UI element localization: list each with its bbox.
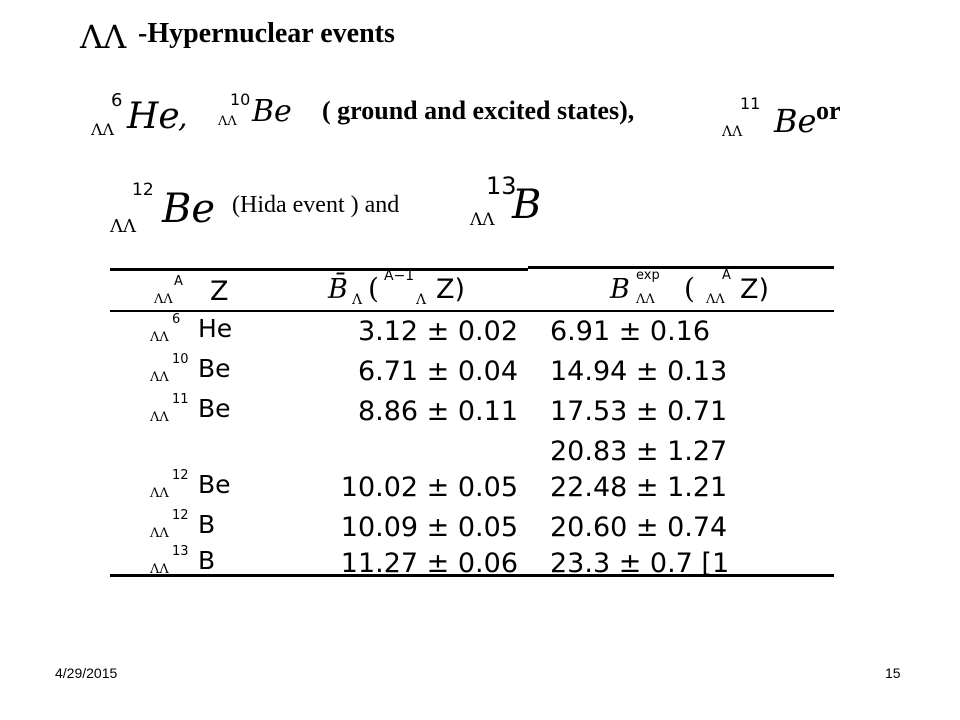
table-row (110, 432, 834, 472)
b-exp-value: 22.48 ± 1.21 (550, 472, 728, 503)
b-exp-value: 20.83 ± 1.27 (550, 436, 728, 467)
b-exp-value: 20.60 ± 0.74 (550, 512, 728, 543)
row-nucleus: 12 ΛΛ Be (150, 468, 231, 501)
footer-date: 4/29/2015 (55, 665, 118, 681)
footer-page-number: 15 (885, 665, 901, 681)
row-nucleus (148, 432, 268, 472)
table-row (110, 352, 834, 392)
b-exp-value: 23.3 ± 0.7 [1 (550, 548, 730, 579)
row-nucleus: 12 ΛΛ B (150, 508, 216, 541)
row-nucleus: 10 ΛΛ Be (150, 352, 231, 385)
comma: , (178, 100, 188, 135)
nucleus-6He: 6 ΛΛ He (91, 90, 180, 139)
row-nucleus: 11 ΛΛ Be (150, 392, 231, 425)
b-exp-value: 17.53 ± 0.71 (550, 396, 728, 427)
nucleus-11Be: 11 ΛΛ Be (722, 94, 817, 140)
b-lambda-value: 10.09 ± 0.05 (340, 512, 518, 543)
table-row (110, 312, 834, 352)
slide-title: -Hypernuclear events (138, 18, 395, 49)
nucleus-13B: 13 ΛΛ B (470, 172, 542, 230)
b-lambda-value: 3.12 ± 0.02 (357, 316, 518, 347)
b-lambda-value: 8.86 ± 0.11 (357, 396, 518, 427)
table-row (110, 468, 834, 508)
header-col-b-exp: B exp ΛΛ ( A ΛΛ Z) (610, 268, 770, 307)
b-exp-value: 6.91 ± 0.16 (550, 316, 711, 347)
table-row (110, 508, 834, 548)
b-lambda-value: 10.02 ± 0.05 (340, 472, 518, 503)
b-lambda-value: 6.71 ± 0.04 (357, 356, 518, 387)
table-row (110, 392, 834, 432)
binding-energy-table (110, 262, 834, 582)
b-lambda-value: 11.27 ± 0.06 (340, 548, 518, 579)
nucleus-10Be: 10 ΛΛ Be (218, 90, 292, 129)
line1-text: ( ground and excited states), (322, 96, 635, 125)
header-col-b-lambda: B̄ Λ ( A−1 Λ Z) (328, 268, 466, 308)
title-lambda-symbol: ΛΛ (80, 18, 127, 56)
or-text: or (816, 96, 841, 125)
table-row (110, 544, 834, 584)
row-nucleus: 13 ΛΛ B (150, 544, 216, 577)
b-exp-value: 14.94 ± 0.13 (550, 356, 728, 387)
line2-text: (Hida event ) and (232, 192, 400, 218)
nucleus-12Be: 12 ΛΛ Be (110, 180, 216, 237)
row-nucleus: 6 ΛΛ He (150, 312, 233, 345)
header-col-nucleus: A ΛΛ Z (154, 274, 229, 307)
